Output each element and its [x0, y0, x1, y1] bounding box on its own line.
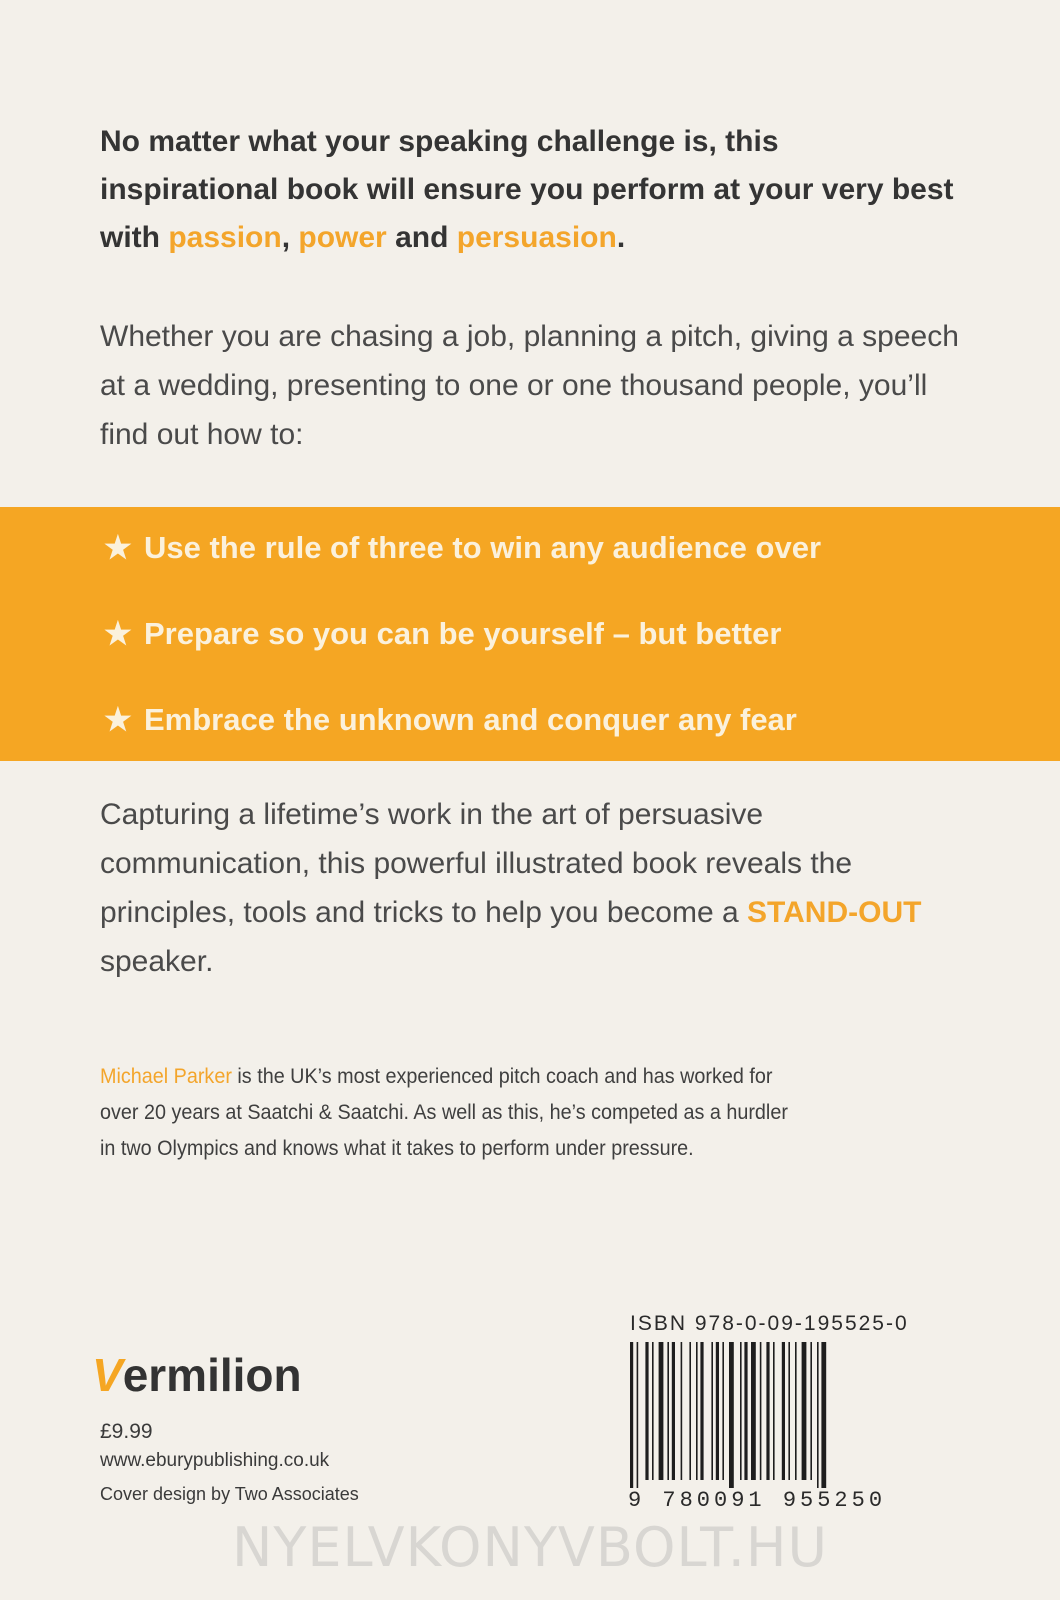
- author-name: Michael Parker: [100, 1064, 232, 1088]
- website-link[interactable]: www.eburypublishing.co.uk: [100, 1450, 330, 1471]
- standout-highlight: STAND-OUT: [747, 896, 922, 929]
- bullet-text: Prepare so you can be yourself – but better: [144, 616, 782, 651]
- barcode-digits: 9 780091 955250: [628, 1488, 887, 1513]
- intro-text: No matter what your speaking challenge is, this inspirational book will ensure you perform at your very best with: [100, 125, 954, 254]
- bullet-text: Embrace the unknown and conquer any fear: [144, 702, 797, 737]
- star-icon: ★: [104, 616, 132, 651]
- capturing-text: Capturing a lifetime’s work in the art of persuasive communication, this powerful illustrated book reveals the principles, tools and tricks to help you become a: [100, 798, 853, 929]
- star-icon: ★: [104, 702, 132, 737]
- keyword-passion: passion: [168, 221, 282, 254]
- keyword-persuasion: persuasion: [456, 221, 617, 254]
- bullet-text: Use the rule of three to win any audience over: [144, 530, 822, 565]
- intro-sep2: and: [386, 221, 457, 254]
- publisher-logo: [92, 1348, 302, 1402]
- watermark: NYELVKONYVBOLT.HU: [232, 1516, 828, 1579]
- keyword-power: power: [298, 221, 387, 254]
- capturing-end: speaker.: [100, 945, 214, 978]
- logo-v-mark: V: [92, 1349, 123, 1401]
- price: £9.99: [100, 1420, 153, 1443]
- bio-text: is the UK’s most experienced pitch coach and has worked for over 20 years at Saatchi & Saatchi. As well as this, he’s competed as a hurdler in two Olympics and knows what it takes to perform under pressure.: [100, 1064, 788, 1160]
- barcode-icon: [622, 1342, 922, 1502]
- intro-paragraph: [100, 118, 960, 262]
- star-icon: ★: [104, 530, 132, 565]
- cover-credit: Cover design by Two Associates: [100, 1484, 359, 1504]
- intro-end: .: [616, 221, 626, 254]
- logo-wordmark: ermilion: [122, 1349, 302, 1401]
- isbn-label: ISBN 978-0-09-195525-0: [630, 1312, 909, 1335]
- intro-sep1: ,: [281, 221, 299, 254]
- bullet-item: [104, 528, 821, 568]
- author-bio: [100, 1058, 799, 1166]
- whether-paragraph: Whether you are chasing a job, planning a pitch, giving a speech at a wedding, presenting to one or one thousand people, you’ll find out how to:: [100, 320, 959, 451]
- bullet-item: [104, 700, 797, 740]
- bullet-item: [104, 614, 781, 654]
- capturing-paragraph: [100, 790, 960, 986]
